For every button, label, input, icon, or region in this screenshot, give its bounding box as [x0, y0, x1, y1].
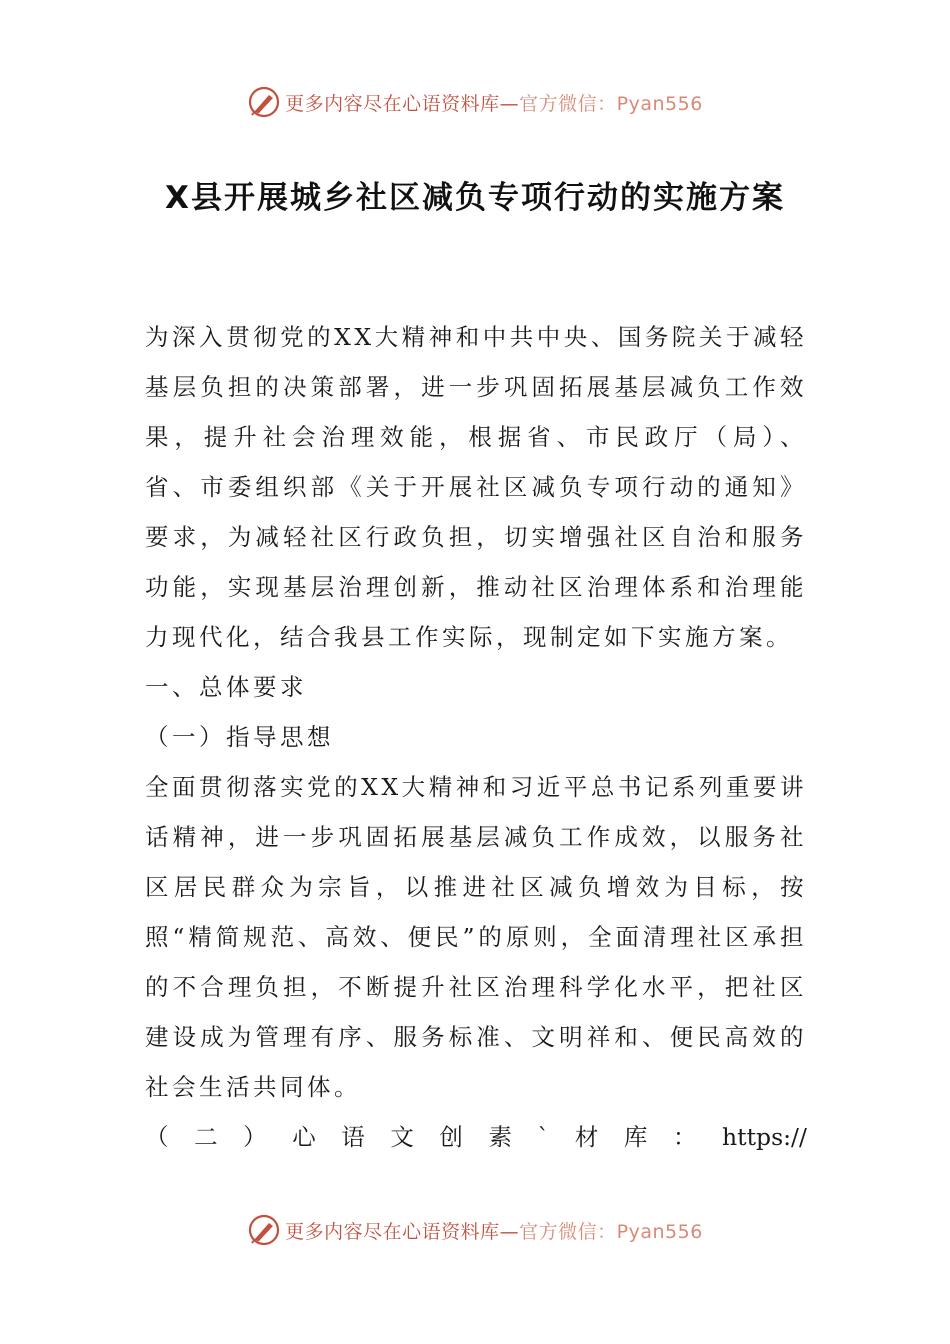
footer-watermark-banner	[0, 1210, 950, 1250]
line-char: 创	[439, 1123, 463, 1151]
line-char: 素	[488, 1123, 512, 1151]
subsection-heading-2-line	[145, 1112, 807, 1162]
section-heading-general-requirements: 一、总体要求	[145, 673, 307, 701]
line-char: 语	[341, 1123, 365, 1151]
watermark-text: 更多内容尽在心语资料库—官方微信：Pyan556	[285, 1220, 703, 1243]
pen-logo-icon	[247, 85, 281, 119]
document-title: X县开展城乡社区减负专项行动的实施方案	[165, 180, 785, 216]
guiding-ideology-paragraph: 全面贯彻落实党的XX大精神和习近平总书记系列重要讲话精神，进一步巩固拓展基层减负工作成效，以服务社区居民群众为宗旨，以推进社区减负增效为目标，按照“精简规范、高效、便民”的原则，全面清理社区承担的不合理负担，不断提升社区治理科学化水平，把社区建设成为管理有序、服务标准、文明祥和、便民高效的社会生活共同体。	[145, 773, 807, 1101]
line-char: 心	[292, 1123, 316, 1151]
document-body	[145, 312, 807, 1162]
line-char: 库	[623, 1123, 648, 1151]
url-fragment[interactable]: https://	[722, 1123, 807, 1151]
line-char: ）	[243, 1123, 267, 1151]
intro-paragraph: 为深入贯彻党的XX大精神和中共中央、国务院关于减轻基层负担的决策部署，进一步巩固拓展基层减负工作效果，提升社会治理效能，根据省、市民政厅（局）、省、市委组织部《关于开展社区减负专项行动的通知》要求，为减轻社区行政负担，切实增强社区自治和服务功能，实现基层治理创新，推动社区治理体系和治理能力现代化，结合我县工作实际，现制定如下实施方案。	[145, 323, 807, 651]
watermark-text: 更多内容尽在心语资料库—官方微信：Pyan556	[285, 92, 703, 115]
line-char: 材	[574, 1123, 599, 1151]
subsection-heading-guiding-ideology: （一）指导思想	[145, 723, 334, 751]
line-char: `	[537, 1123, 550, 1151]
line-char: ：	[672, 1123, 697, 1151]
line-char: （	[145, 1123, 169, 1151]
line-char: 文	[390, 1123, 414, 1151]
header-watermark-banner	[0, 82, 950, 122]
pen-logo-icon	[247, 1213, 281, 1247]
line-char: 二	[194, 1123, 218, 1151]
